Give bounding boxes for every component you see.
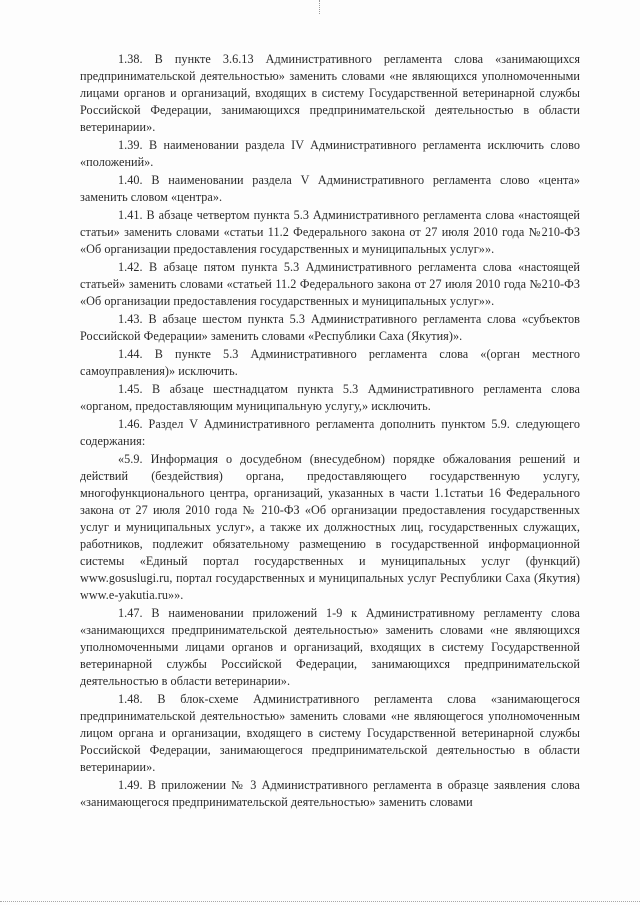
paragraph-1-47: 1.47. В наименовании приложений 1-9 к Административному регламенту слова «занимающихся предпринимательской деятельностью» заменить словами «не являющихся уполномоченными лицами органов и организаций, входящих в систему Государственной ветеринарной службы Российской Федерации, занимающихся предпринимательской деятельностью в области ветеринарии». <box>80 606 580 688</box>
paragraph-1-40: 1.40. В наименовании раздела V Административного регламента слово «центa» заменить словом «центра». <box>80 173 580 204</box>
staple-mark <box>319 0 321 14</box>
paragraph-1-44: 1.44. В пункте 5.3 Административного регламента слова «(орган местного самоуправления)» исключить. <box>80 347 580 378</box>
paragraph-1-48: 1.48. В блок-схеме Административного регламента слова «занимающегося предпринимательской деятельностью» заменить словами «не являющегося уполномоченным лицом органа и организации, входящего в систему Государственной ветеринарной службы Российской Федерации, занимающегося предпринимательской деятельностью в области ветеринарии». <box>80 692 580 774</box>
paragraph-1-45: 1.45. В абзаце шестнадцатом пункта 5.3 Административного регламента слова «органом, предоставляющим муниципальную услугу,» исключить. <box>80 382 580 413</box>
paragraph-1-41: 1.41. В абзаце четвертом пункта 5.3 Административного регламента слова «настоящей статьи» заменить словами «статьи 11.2 Федерального закона от 27 июля 2010 года №210-ФЗ «Об организации предоставления государственных и муниципальных услуг»». <box>80 208 580 256</box>
paragraph-1-43: 1.43. В абзаце шестом пункта 5.3 Административного регламента слова «субъектов Российской Федерации» заменить словами «Республики Саха (Якутия)». <box>80 312 580 343</box>
paragraph-1-46: 1.46. Раздел V Административного регламента дополнить пунктом 5.9. следующего содержания: <box>80 417 580 448</box>
paragraph-1-38: 1.38. В пункте 3.6.13 Административного регламента слова «занимающихся предпринимательской деятельностью» заменить словами «не являющихся уполномоченными лицами органов и организаций, входящих в систему Государственной ветеринарной службы Российской Федерации, занимающихся предпринимательской деятельностью в области ветеринарии». <box>80 52 580 134</box>
paragraph-1-39: 1.39. В наименовании раздела IV Административного регламента исключить слово «положений». <box>80 138 580 169</box>
document-body <box>80 51 580 812</box>
paragraph-5-9-quote: «5.9. Информация о досудебном (внесудебном) порядке обжалования решений и действий (бездействия) органа, предоставляющего государственную услугу, многофункционального центра, организаций, указанных в части 1.1статьи 16 Федерального закона от 27 июля 2010 года № 210-ФЗ «Об организации предоставления государственных услуг и муниципальных услуг», а также их должностных лиц, государственных служащих, работников, подлежит обязательному размещению в государственной информационной системы «Единый портал государственных и муниципальных услуг (функций) www.gosuslugi.ru, портал государственных и муниципальных услуг Республики Саха (Якутия) www.e-yakutia.ru»». <box>80 452 580 602</box>
paragraph-1-49: 1.49. В приложении № 3 Административного регламента в образце заявления слова «занимающегося предпринимательской деятельностью» заменить словами <box>80 778 580 809</box>
page-bottom-edge <box>0 901 640 903</box>
paragraph-1-42: 1.42. В абзаце пятом пункта 5.3 Административного регламента слова «настоящей статьей» заменить словами «статьей 11.2 Федерального закона от 27 июля 2010 года №210-ФЗ «Об организации предоставления государственных и муниципальных услуг»». <box>80 260 580 308</box>
